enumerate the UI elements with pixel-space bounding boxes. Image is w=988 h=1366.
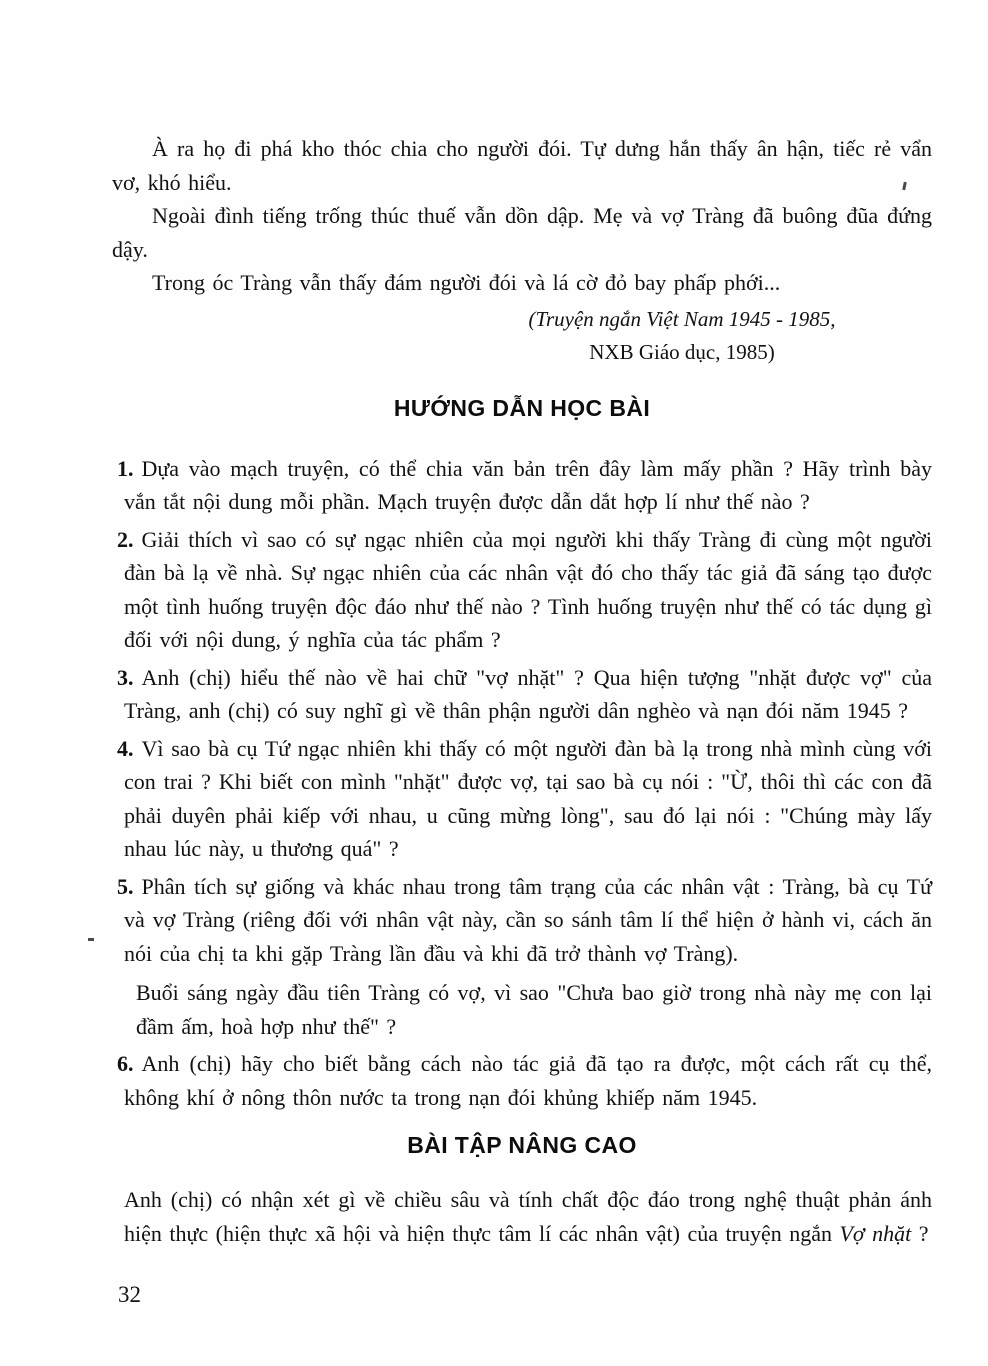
scan-artifact bbox=[88, 938, 94, 941]
advanced-text-after: ? bbox=[911, 1220, 929, 1246]
question-text: Dựa vào mạch truyện, có thể chia văn bản trên đây làm mấy phần ? Hãy trình bày vắn tắt nội dung mỗi phần. Mạch truyện được dẫn dắt hợp lí như thế nào ? bbox=[124, 455, 932, 514]
question-item-6 bbox=[117, 1047, 932, 1114]
question-list bbox=[117, 452, 932, 1115]
question-number: 5. bbox=[117, 873, 134, 899]
page-number: 32 bbox=[118, 1282, 141, 1307]
question-number: 1. bbox=[117, 455, 134, 481]
question-item-1 bbox=[117, 452, 932, 519]
source-attribution bbox=[462, 303, 902, 369]
story-paragraph: À ra họ đi phá kho thóc chia cho người đói. Tự dưng hắn thấy ân hận, tiếc rẻ vẩn vơ, khó hiểu. bbox=[112, 136, 932, 195]
source-publisher: NXB Giáo dục, 1985) bbox=[589, 339, 775, 364]
question-text: Anh (chị) hiểu thế nào về hai chữ "vợ nhặt" ? Qua hiện tượng "nhặt được vợ" của Tràng, anh (chị) có suy nghĩ gì về thân phận người dân nghèo và nạn đói năm 1945 ? bbox=[124, 664, 932, 723]
question-number: 2. bbox=[117, 526, 134, 552]
question-item-2 bbox=[117, 523, 932, 657]
question-text: Anh (chị) hãy cho biết bằng cách nào tác giả đã tạo ra được, một cách rất cụ thể, không khí ở nông thôn nước ta trong nạn đói khủng khiếp năm 1945. bbox=[124, 1051, 932, 1110]
question-text: Giải thích vì sao có sự ngạc nhiên của mọi người khi thấy Tràng đi cùng một người đàn bà lạ về nhà. Sự ngạc nhiên của các nhân vật đó cho thấy tác giả đã sáng tạo được một tình huống truyện độc đáo như thế nào ? Tình huống truyện như thế có tác dụng gì đối với nội dung, ý nghĩa của tác phẩm ? bbox=[124, 526, 932, 652]
study-guide-heading: HƯỚNG DẪN HỌC BÀI bbox=[393, 394, 651, 421]
story-excerpt bbox=[112, 132, 932, 369]
question-text: Vì sao bà cụ Tứ ngạc nhiên khi thấy có một người đàn bà lạ trong nhà mình cùng với con trai ? Khi biết con mình "nhặt" được vợ, tại sao bà cụ nói : "Ừ, thôi thì các con đã phải duyên phải kiếp với nhau, u cũng mừng lòng", sau đó lại nói : "Chúng mày lấy nhau lúc này, u thương quá" ? bbox=[124, 735, 932, 861]
question-number: 4. bbox=[117, 735, 134, 761]
question-number: 6. bbox=[117, 1051, 134, 1076]
question-item-5 bbox=[117, 870, 932, 971]
advanced-story-title: Vợ nhặt bbox=[839, 1220, 912, 1246]
story-paragraph: Ngoài đình tiếng trống thúc thuế vẫn dồn dập. Mẹ và vợ Tràng đã buông đũa đứng dậy. bbox=[112, 203, 932, 262]
question-number: 3. bbox=[117, 664, 134, 690]
source-title: (Truyện ngắn Việt Nam 1945 - 1985, bbox=[528, 306, 836, 331]
question-item-4 bbox=[117, 732, 932, 866]
question-item-5-continued: Buổi sáng ngày đầu tiên Tràng có vợ, vì sao "Chưa bao giờ trong nhà này mẹ con lại đầm ấm, hoà hợp như thế" ? bbox=[136, 980, 932, 1039]
advanced-exercise-heading: BÀI TẬP NÂNG CAO bbox=[407, 1132, 637, 1158]
question-item-3 bbox=[117, 661, 932, 728]
question-text: Phân tích sự giống và khác nhau trong tâm trạng của các nhân vật : Tràng, bà cụ Tứ và vợ Tràng (riêng đối với nhân vật này, cần so sánh tâm lí thể hiện ở hành vi, cách ăn nói của chị ta khi gặp Tràng lần đầu và khi đã trở thành vợ Tràng). bbox=[124, 873, 932, 966]
story-paragraph: Trong óc Tràng vẫn thấy đám người đói và lá cờ đỏ bay phấp phới... bbox=[152, 270, 781, 295]
advanced-text-before: Anh (chị) có nhận xét gì về chiều sâu và tính chất độc đáo trong nghệ thuật phản ánh hiện thực (hiện thực xã hội và hiện thực tâm lí các nhân vật) của truyện ngắn bbox=[124, 1187, 932, 1246]
advanced-exercise-text bbox=[124, 1183, 932, 1250]
